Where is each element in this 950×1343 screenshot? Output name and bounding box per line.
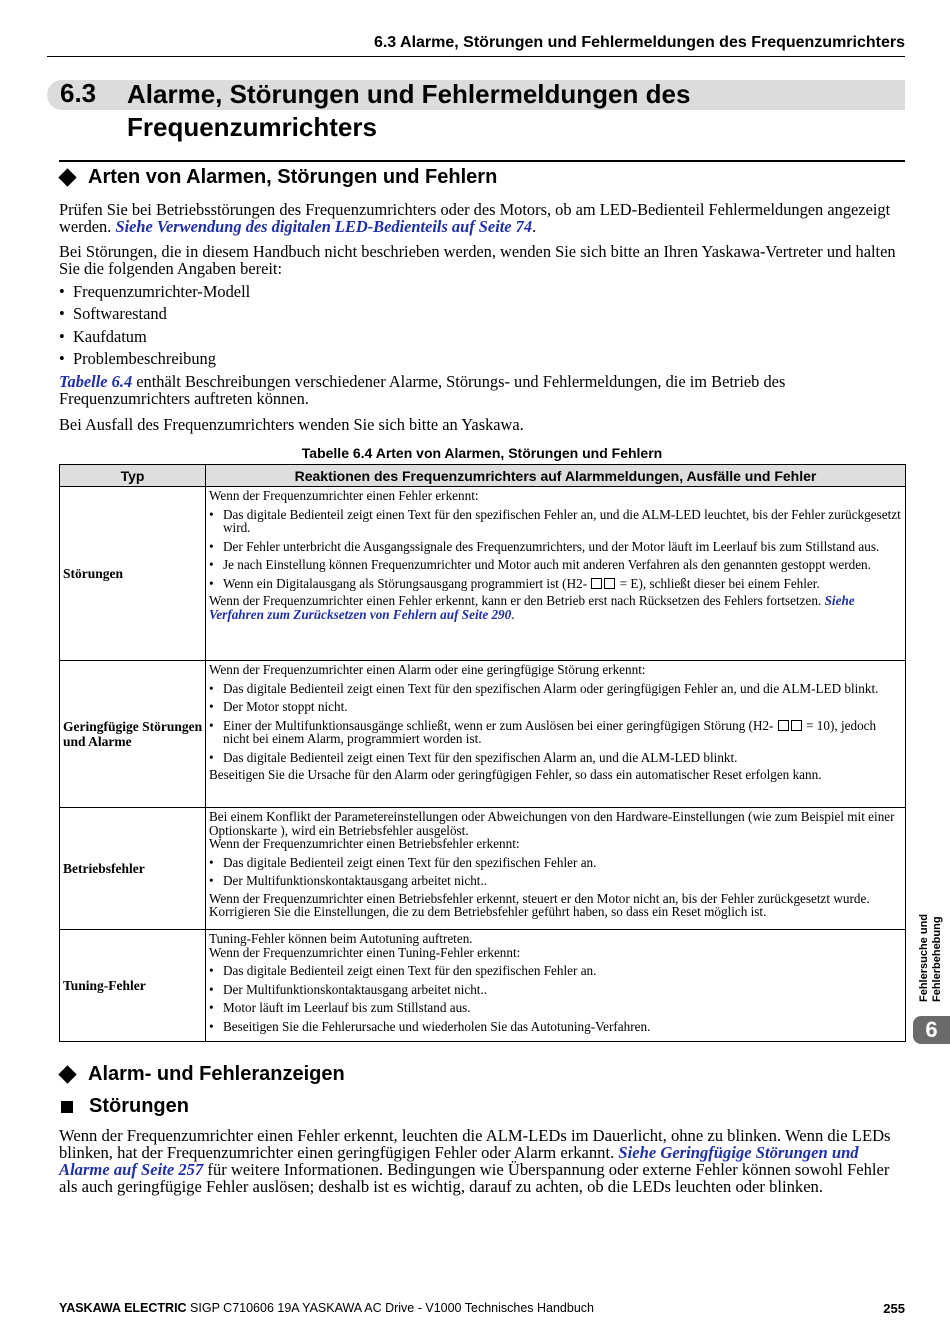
placeholder-box-icon — [604, 578, 615, 589]
header-rule — [47, 56, 905, 57]
subsubsection-heading-faults — [58, 1095, 189, 1118]
paragraph-table-ref: Tabelle 6.4 enthält Beschreibungen verschiedener Alarme, Störungs- und Fehlermeldungen, die im Betrieb des Frequenzumrichters auftreten können. — [59, 372, 786, 408]
footer-document-info: YASKAWA ELECTRIC SIGP C710606 19A YASKAWA AC Drive - V1000 Technisches Handbuch — [59, 1301, 594, 1315]
reaction-cell-faults: Wenn der Frequenzumrichter einen Fehler erkennt: • Das digitale Bedienteil zeigt einen Text für den spezifischen Fehler an, und die ALM-LED leuchtet, bis der Fehler zurückgesetzt wird. • Der Fehler unterbricht die Ausgangssignale des Frequenzumrichters, und der Motor läuft im Leerlauf bis zum Stillstand aus. • Je nach Einstellung können Frequenzumrichter und Motor auch mit anderen Verfahren als den genannten gestoppt werden. • Wenn ein Digitalausgang als Störungsausgang programmiert ist (H2- = E), schließt dieser bei einem Fehler. Wenn der Frequenzumrichter einen Fehler erkennt, kann er den Betrieb erst nach Rücksetzen des Fehlers fortsetzen. Siehe Verfahren zum Zurücksetzen von Fehlern auf Seite 290. — [206, 487, 906, 661]
type-cell-minor: Geringfügige Störungen und Alarme — [60, 661, 206, 808]
placeholder-box-icon — [778, 720, 789, 731]
reaction-cell-tuning: Tuning-Fehler können beim Autotuning auftreten. Wenn der Frequenzumrichter einen Tuning-Fehler erkennt: • Das digitale Bedienteil zeigt einen Text für den spezifischen Fehler an. • Der Multifunktionskontaktausgang arbeitet nicht.. • Motor läuft im Leerlauf bis zum Stillstand aus. • Beseitigen Sie die Fehlerursache und wiederholen Sie das Autotuning-Verfahren. — [206, 930, 906, 1042]
reaction-cell-minor: Wenn der Frequenzumrichter einen Alarm oder eine geringfügige Störung erkennt: • Das digitale Bedienteil zeigt einen Text für den spezifischen Alarm oder geringfügigen Fehler an, und die ALM-LED blinkt. • Der Motor stoppt nicht. • Einer der Multifunktionsausgänge schließt, wenn er zum Auslösen bei einer geringfügigen Störung (H2- = 10), jedoch nicht bei einem Alarm, programmiert worden ist. • Das digitale Bedienteil zeigt einen Text für den spezifischen Alarm an, und die ALM-LED blinkt. Beseitigen Sie die Ursache für den Alarm oder geringfügigen Fehler, so dass ein automatischer Reset erfolgen kann. — [206, 661, 906, 808]
diamond-bullet-icon — [58, 1065, 76, 1083]
chapter-side-label: Fehlersuche und Fehlerbehebung — [918, 913, 943, 1002]
subsection-heading-types — [58, 166, 497, 189]
placeholder-box-icon — [791, 720, 802, 731]
section-rule — [59, 160, 905, 162]
diamond-bullet-icon — [58, 168, 76, 186]
paragraph-contact-rep: Bei Störungen, die in diesem Handbuch nicht beschrieben werden, wenden Sie sich bitte an Ihren Yaskawa-Vertreter und halten Sie die folgenden Angaben bereit: — [59, 242, 896, 278]
section-number: 6.3 — [60, 78, 97, 108]
link-minor-faults[interactable]: Siehe Geringfügige Störungen und Alarme auf Seite 257 — [59, 1143, 859, 1179]
paragraph-check-display: Prüfen Sie bei Betriebsstörungen des Frequenzumrichters oder des Motors, ob am LED-Bedienteil Fehlermeldungen angezeigt werden. Siehe Verwendung des digitalen LED-Bedienteils auf Seite 74. — [59, 200, 891, 236]
type-cell-faults: Störungen — [60, 487, 206, 661]
running-header: 6.3 Alarme, Störungen und Fehlermeldungen des Frequenzumrichters — [373, 34, 905, 51]
square-bullet-icon — [61, 1101, 73, 1113]
type-cell-operation: Betriebsfehler — [60, 808, 206, 930]
table-row — [60, 487, 906, 661]
link-reset-procedure[interactable]: Siehe Verfahren zum Zurücksetzen von Fehlern auf Seite 290 — [209, 593, 855, 622]
list-item: • Softwarestand — [59, 304, 167, 324]
list-item: • Problembeschreibung — [59, 348, 216, 368]
table-row — [60, 808, 906, 930]
subsection-title: Arten von Alarmen, Störungen und Fehlern — [88, 166, 498, 188]
subsection-heading-indicators — [58, 1063, 345, 1086]
paragraph-failure: Bei Ausfall des Frequenzumrichters wenden Sie sich bitte an Yaskawa. — [59, 415, 524, 434]
table-title: Tabelle 6.4 Arten von Alarmen, Störungen und Fehlern — [301, 445, 663, 461]
paragraph-led-indicators: Wenn der Frequenzumrichter einen Fehler erkennt, leuchten die ALM-LEDs im Dauerlicht, ohne zu blinken. Wenn die LEDs blinken, hat der Frequenzumrichter einen geringfügigen Fehler oder Alarm erkannt. Siehe Geringfügige Störungen und Alarme auf Seite 257 für weitere Informationen. Bedingungen wie Überspannung oder externe Fehler können sowohl Fehler als auch geringfügige Fehler auslösen; deshalb ist es wichtig, darauf zu achten, ob die LEDs leuchten oder blinken. — [59, 1126, 891, 1196]
table-header-row — [60, 465, 906, 487]
link-table-6-4[interactable]: Tabelle 6.4 — [59, 372, 133, 391]
placeholder-box-icon — [591, 578, 602, 589]
subsection-title: Alarm- und Fehleranzeigen — [88, 1063, 345, 1085]
subsubsection-title: Störungen — [89, 1095, 189, 1117]
chapter-tab[interactable]: 6 — [913, 1016, 950, 1044]
alarm-types-table — [59, 464, 906, 1042]
info-bullet-list — [59, 283, 905, 372]
list-item: • Kaufdatum — [59, 326, 147, 346]
list-item: • Frequenzumrichter-Modell — [59, 282, 251, 301]
table-row — [60, 661, 906, 808]
page-number: 255 — [883, 1301, 905, 1316]
reaction-cell-operation: Bei einem Konflikt der Parametereinstellungen oder Abweichungen von den Hardware-Einstellungen (wie zum Beispiel mit einer Optionskarte ), wird ein Betriebsfehler ausgelöst. Wenn der Frequenzumrichter einen Betriebsfehler erkennt: • Das digitale Bedienteil zeigt einen Text für den spezifischen Fehler an. • Der Multifunktionskontaktausgang arbeitet nicht.. Wenn der Frequenzumrichter einen Betriebsfehler erkennt, steuert er den Motor nicht an, bis der Fehler zurückgesetzt wurde. Korrigieren Sie die Einstellungen, die zu dem Betriebsfehler geführt haben, so dass ein Reset möglich ist. — [206, 808, 906, 930]
column-header-reaction: Reaktionen des Frequenzumrichters auf Alarmmeldungen, Ausfälle und Fehler — [206, 465, 906, 487]
type-cell-tuning: Tuning-Fehler — [60, 930, 206, 1042]
link-led-operator[interactable]: Siehe Verwendung des digitalen LED-Bedienteils auf Seite 74 — [115, 217, 533, 236]
column-header-type: Typ — [60, 465, 206, 487]
table-row — [60, 930, 906, 1042]
section-title: Alarme, Störungen und Fehlermeldungen des Frequenzumrichters — [127, 79, 691, 142]
